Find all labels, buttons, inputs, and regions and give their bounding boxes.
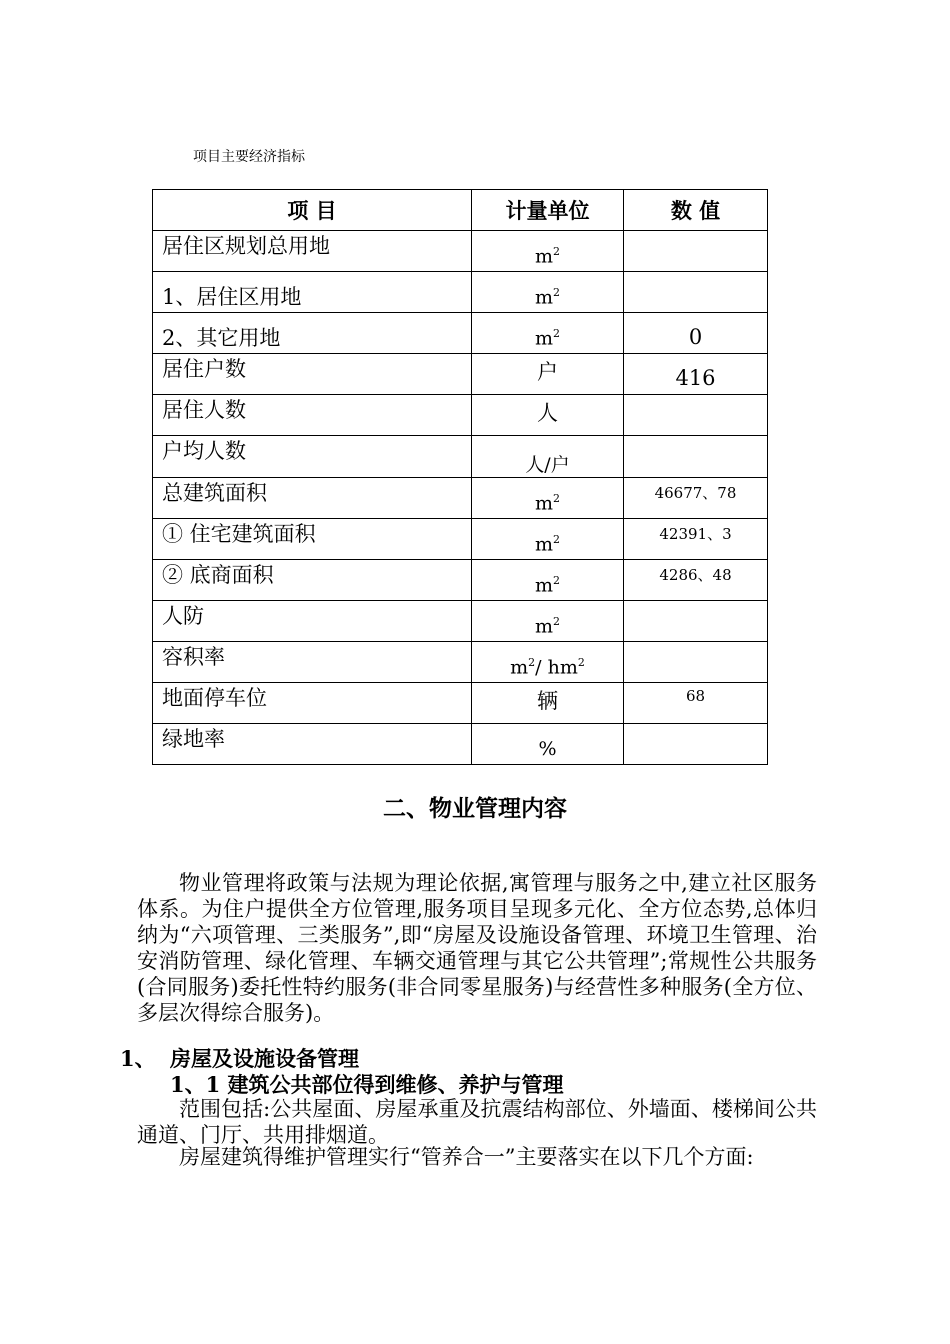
table-row xyxy=(153,231,768,272)
table-row xyxy=(153,272,768,313)
table-row xyxy=(153,478,768,519)
unit-base: m xyxy=(534,533,554,556)
heading-number: 1、 xyxy=(120,1046,156,1071)
row-unit-cell xyxy=(472,436,624,478)
unit-superscript: 2 xyxy=(553,615,561,628)
row-item-name: 2、其它用地 xyxy=(162,326,281,350)
unit-superscript: 2 xyxy=(553,286,561,299)
row-value xyxy=(624,436,767,440)
row-value-cell xyxy=(624,272,768,313)
row-item-cell xyxy=(153,519,472,560)
row-item-name: 容积率 xyxy=(162,645,225,669)
row-value xyxy=(624,231,767,235)
row-value xyxy=(624,642,767,646)
header-unit: 计量单位 xyxy=(472,190,624,231)
row-value-cell xyxy=(624,395,768,436)
row-item-name: 居住人数 xyxy=(162,398,246,422)
row-value: 4286、48 xyxy=(659,566,732,584)
row-item-cell xyxy=(153,354,472,395)
row-item-name: 居住区规划总用地 xyxy=(162,234,330,258)
unit-superscript: 2 xyxy=(577,656,585,669)
header-item: 项 目 xyxy=(153,190,472,231)
row-value-cell xyxy=(624,231,768,272)
row-item-cell xyxy=(153,560,472,601)
table-row xyxy=(153,683,768,724)
table-header-row xyxy=(153,190,768,231)
unit-superscript: 2 xyxy=(553,492,561,505)
row-value: 416 xyxy=(675,366,716,390)
row-unit xyxy=(472,519,623,555)
unit-suffix: / hm xyxy=(535,656,578,679)
row-value-cell xyxy=(624,354,768,395)
unit-base: % xyxy=(538,738,557,760)
table-row xyxy=(153,354,768,395)
row-item-cell xyxy=(153,436,472,478)
row-value-cell xyxy=(624,724,768,765)
row-unit-cell xyxy=(472,354,624,395)
row-unit-cell xyxy=(472,272,624,313)
header-value: 数 值 xyxy=(624,190,768,231)
maintenance-paragraph: 房屋建筑得维护管理实行“管养合一”主要落实在以下几个方面: xyxy=(179,1145,754,1169)
unit-base: 户 xyxy=(537,360,558,384)
scope-paragraph: 范围包括:公共屋面、房屋承重及抗震结构部位、外墙面、楼梯间公共通道、门厅、共用排烟道。 xyxy=(137,1097,817,1147)
row-unit xyxy=(472,436,623,477)
table-caption: 项目主要经济指标 xyxy=(193,149,305,165)
row-unit-cell xyxy=(472,683,624,724)
row-value xyxy=(624,724,767,728)
row-unit xyxy=(472,560,623,596)
row-unit-cell xyxy=(472,560,624,601)
row-item-cell xyxy=(153,601,472,642)
section-title: 二、物业管理内容 xyxy=(383,795,567,822)
unit-base: m xyxy=(534,327,554,350)
row-unit-cell xyxy=(472,601,624,642)
table-row xyxy=(153,519,768,560)
row-unit xyxy=(472,683,623,715)
row-item-name: 绿地率 xyxy=(162,727,225,751)
unit-superscript: 2 xyxy=(553,245,561,258)
table-row xyxy=(153,642,768,683)
unit-superscript: 2 xyxy=(553,327,561,340)
unit-base: 人 xyxy=(537,401,558,425)
table-row xyxy=(153,313,768,354)
row-unit xyxy=(472,354,623,386)
row-item-cell xyxy=(153,724,472,765)
table-row xyxy=(153,436,768,478)
unit-base: 辆 xyxy=(537,689,558,713)
row-value-cell xyxy=(624,436,768,478)
row-item-name: 户均人数 xyxy=(162,439,246,463)
unit-base: m xyxy=(534,615,554,638)
table-row xyxy=(153,601,768,642)
row-item-name: 居住户数 xyxy=(162,357,246,381)
row-unit xyxy=(472,724,623,760)
row-value-cell xyxy=(624,519,768,560)
unit-base: m xyxy=(510,656,529,679)
row-value-cell xyxy=(624,478,768,519)
subheading-public-parts: 1、1 建筑公共部位得到维修、养护与管理 xyxy=(170,1072,564,1097)
row-value-cell xyxy=(624,683,768,724)
table-row xyxy=(153,395,768,436)
row-unit-cell xyxy=(472,642,624,683)
row-value: 46677、78 xyxy=(654,484,737,502)
row-item-cell xyxy=(153,313,472,354)
row-item-name: 人防 xyxy=(162,604,204,628)
row-unit xyxy=(472,272,623,308)
row-value: 68 xyxy=(685,687,706,705)
row-item-name: ① 住宅建筑面积 xyxy=(162,522,316,546)
row-unit-cell xyxy=(472,231,624,272)
unit-base: m xyxy=(534,574,554,597)
row-value xyxy=(624,395,767,399)
row-unit xyxy=(472,642,623,678)
row-item-cell xyxy=(153,478,472,519)
row-unit xyxy=(472,478,623,514)
row-unit-cell xyxy=(472,519,624,560)
unit-base: 人/户 xyxy=(525,454,570,476)
row-item-name: ② 底商面积 xyxy=(162,563,274,587)
row-unit xyxy=(472,601,623,637)
table-row xyxy=(153,560,768,601)
row-unit-cell xyxy=(472,313,624,354)
row-item-cell xyxy=(153,231,472,272)
unit-base: m xyxy=(534,286,554,309)
row-unit xyxy=(472,231,623,267)
row-item-name: 地面停车位 xyxy=(162,686,267,710)
heading-text: 房屋及设施设备管理 xyxy=(170,1046,359,1071)
row-item-cell xyxy=(153,642,472,683)
row-unit-cell xyxy=(472,724,624,765)
unit-superscript: 2 xyxy=(553,533,561,546)
row-unit xyxy=(472,313,623,349)
unit-superscript: 2 xyxy=(553,574,561,587)
row-value xyxy=(624,272,767,276)
row-item-name: 1、居住区用地 xyxy=(162,285,302,309)
row-item-cell xyxy=(153,683,472,724)
row-value: 0 xyxy=(688,325,703,349)
table-row xyxy=(153,724,768,765)
row-value xyxy=(624,601,767,605)
row-value-cell xyxy=(624,313,768,354)
row-value: 42391、3 xyxy=(659,525,732,543)
row-unit-cell xyxy=(472,395,624,436)
unit-base: m xyxy=(534,492,554,515)
row-value-cell xyxy=(624,560,768,601)
intro-paragraph: 物业管理将政策与法规为理论依据,寓管理与服务之中,建立社区服务体系。为住户提供全方位管理,服务项目呈现多元化、全方位态势,总体归纳为“六项管理、三类服务”,即“房屋及设施设备管理、环境卫生管理、治安消防管理、绿化管理、车辆交通管理与其它公共管理”;常规性公共服务(合同服务)委托性特约服务(非合同零星服务)与经营性多种服务(全方位、多层次得综合服务)。 xyxy=(137,871,817,1025)
row-item-name: 总建筑面积 xyxy=(162,481,267,505)
economic-indicators-table xyxy=(152,189,768,765)
row-unit xyxy=(472,395,623,427)
row-item-cell xyxy=(153,272,472,313)
row-item-cell xyxy=(153,395,472,436)
row-value-cell xyxy=(624,601,768,642)
row-unit-cell xyxy=(472,478,624,519)
row-value-cell xyxy=(624,642,768,683)
unit-superscript: 2 xyxy=(528,656,536,669)
unit-base: m xyxy=(534,245,554,268)
